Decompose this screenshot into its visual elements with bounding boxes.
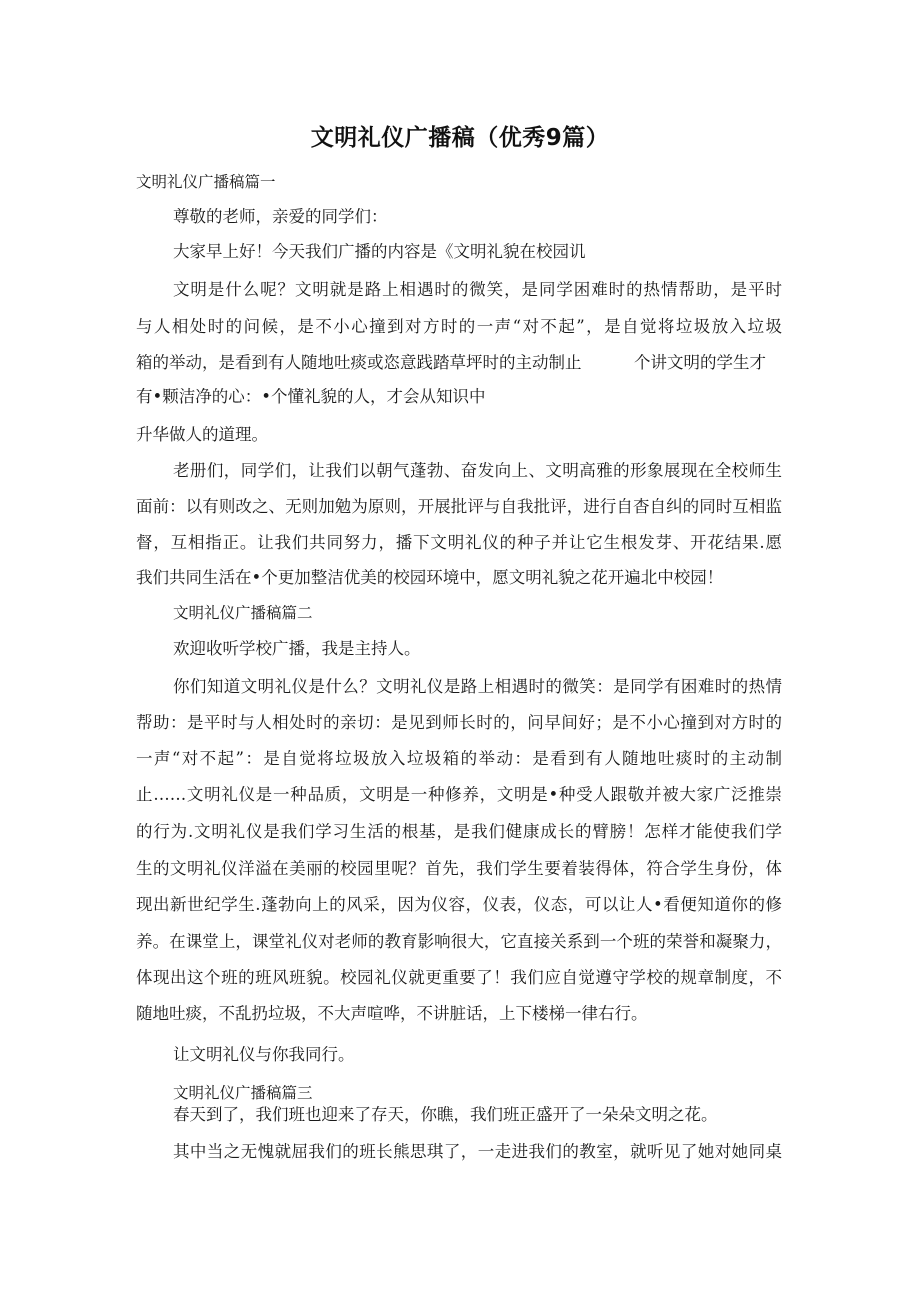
paragraph-line: 生的文明礼仪洋溢在美丽的校园里呢？首先，我们学生要着装得体，符合学生身份，体 xyxy=(136,859,782,878)
paragraph-line: 面前：以有则改之、无则加勉为原则，开展批评与自我批评，进行自杳自纠的同时互相监 xyxy=(136,497,782,516)
document-title: 文明礼仪广播稿（优秀9篇） xyxy=(310,125,610,151)
section-heading-2: 文明礼仪广播稿篇二 xyxy=(173,604,313,622)
paragraph-line: 其中当之无愧就屈我们的班长熊思琪了，一走进我们的教室，就听见了她对她同桌 xyxy=(173,1142,782,1161)
paragraph-line: 升华做人的道理。 xyxy=(136,425,268,444)
paragraph-line: 的行为.文明礼仪是我们学习生活的根基，是我们健康成长的臂膀！怎样才能使我们学 xyxy=(136,822,782,841)
paragraph-line: 大家早上好！今天我们广播的内容是《文明礼貌在校园讥 xyxy=(173,242,586,261)
paragraph-line: 有•颗洁净的心：•个懂礼貌的人，才会从知识中 xyxy=(136,387,486,406)
paragraph-line: 帮助：是平时与人相处时的亲切：是见到师长时的，问早间好；是不小心撞到对方时的 xyxy=(136,713,782,732)
paragraph-line: 让文明礼仪与你我同行。 xyxy=(173,1045,355,1064)
paragraph-line: 随地吐痰，不乱扔垃圾，不大声喧哗，不讲脏话，上下楼梯一律右行。 xyxy=(136,1004,648,1023)
paragraph-line: 文明是什么呢？文明就是路上相遇时的微笑，是同学困难时的热情帮助，是平时 xyxy=(173,280,782,299)
paragraph-line: 一声“对不起”：是自觉将垃圾放入垃圾箱的举动：是看到有人随地吐痰时的主动制 xyxy=(136,749,782,768)
paragraph-line: 老册们，同学们，让我们以朝气蓬勃、奋发向上、文明高雅的形象展现在全校师生 xyxy=(173,461,782,480)
paragraph-line: 与人相处时的问候，是不小心撞到对方时的一声“对不起”，是自觉将垃圾放入垃圾 xyxy=(136,317,782,336)
paragraph-line: 箱的举动，是看到有人随地吐痰或恣意践踏草坪时的主动制止 个讲文明的学生才 xyxy=(136,353,766,372)
paragraph-line: 欢迎收听学校广播，我是主持人。 xyxy=(173,639,421,658)
paragraph-line: 尊敬的老师，亲爱的同学们： xyxy=(173,207,388,226)
paragraph-line: 我们共同生活在•个更加整洁优美的校园环境中，愿文明礼貌之花开遍北中校园！ xyxy=(136,568,724,587)
paragraph-line: 春天到了，我们班也迎来了存天，你瞧，我们班正盛开了一朵朵文明之花。 xyxy=(173,1105,718,1124)
paragraph-line: 体现出这个班的班风班貌。校园礼仪就更重要了！我们应自觉遵守学校的规章制度，不 xyxy=(136,968,782,987)
section-heading-1: 文明礼仪广播稿篇一 xyxy=(136,173,276,191)
section-heading-3: 文明礼仪广播稿篇三 xyxy=(173,1084,313,1102)
paragraph-line: 止……文明礼仪是一种品质，文明是一种修养，文明是•种受人跟敬并被大家广泛推崇 xyxy=(136,785,782,804)
paragraph-line: 你们知道文明礼仪是什么？文明礼仪是路上相遇时的微笑：是同学有困难时的热情 xyxy=(173,677,782,696)
paragraph-line: 现出新世纪学生.蓬勃向上的风采，因为仪容，仪表，仪态，可以让人•看便知道你的修 xyxy=(136,895,782,914)
paragraph-line: 养。在课堂上，课堂礼仪对老师的教育影响很大，它直接关系到一个班的荣誉和凝聚力， xyxy=(136,932,782,951)
paragraph-line: 督，互相指正。让我们共同努力，播下文明礼仪的种子并让它生根发芽、开花结果.愿 xyxy=(136,533,782,552)
